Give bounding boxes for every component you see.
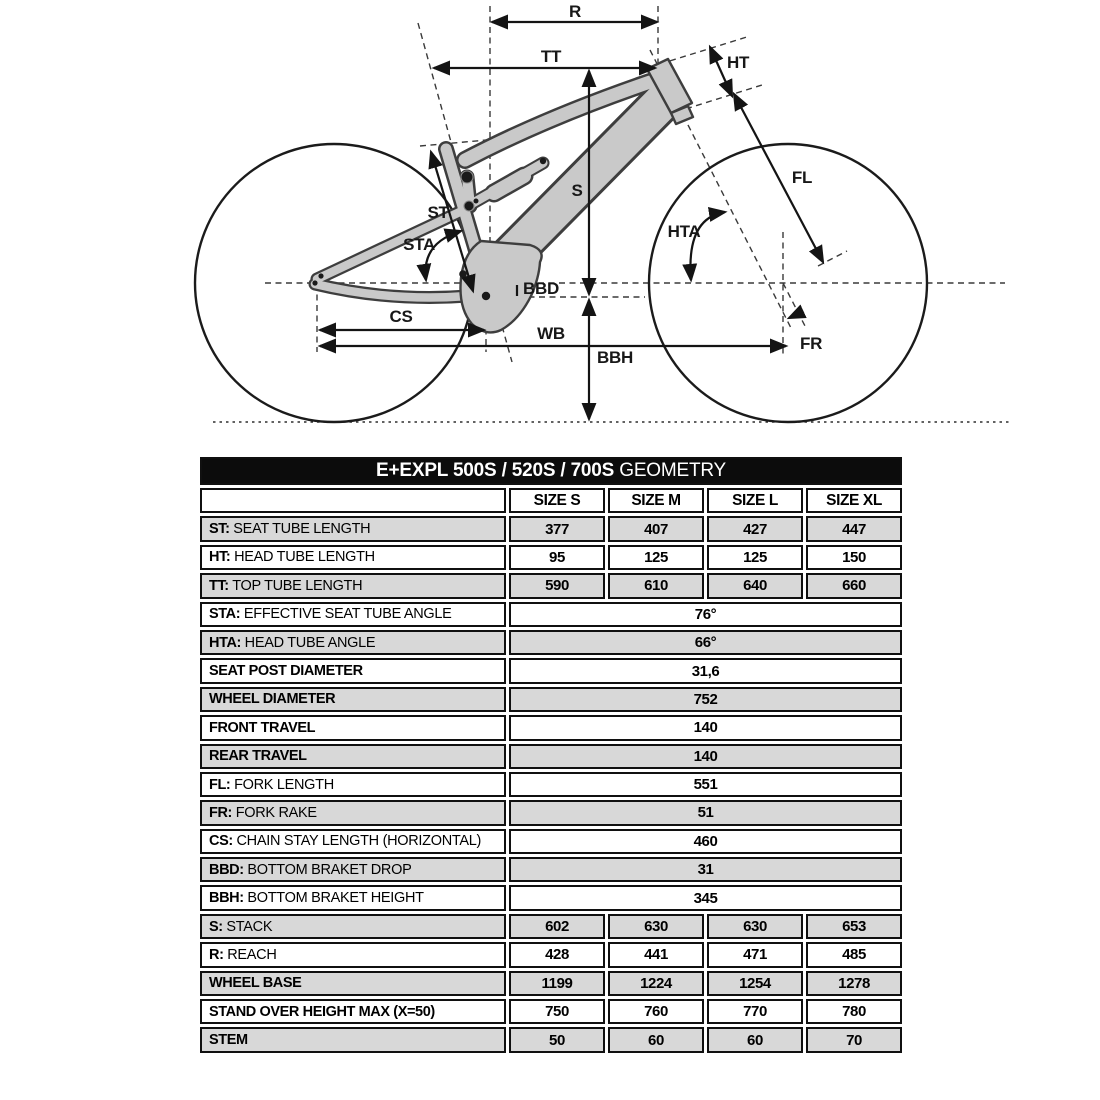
row-value: 51 (509, 800, 902, 825)
table-row (200, 999, 902, 1024)
geometry-table (197, 454, 905, 1056)
size-value: 150 (806, 545, 902, 570)
row-label: FRONT TRAVEL (200, 715, 506, 740)
size-value: 630 (707, 914, 803, 939)
row-label: WHEEL DIAMETER (200, 687, 506, 712)
table-row (200, 687, 902, 712)
size-value: 427 (707, 516, 803, 541)
geometry-table-body (200, 516, 902, 1052)
table-row (200, 516, 902, 541)
row-value: 31,6 (509, 658, 902, 683)
table-row (200, 829, 902, 854)
size-value: 660 (806, 573, 902, 598)
table-row (200, 971, 902, 996)
row-label: WHEEL BASE (200, 971, 506, 996)
table-title-row (200, 457, 902, 485)
size-value: 640 (707, 573, 803, 598)
size-l-header: SIZE L (707, 488, 803, 513)
pivot-small (474, 199, 479, 204)
head-tube-label: HT (726, 53, 750, 72)
table-title (200, 457, 902, 485)
row-label: TT: TOP TUBE LENGTH (200, 573, 506, 598)
row-value: 345 (509, 885, 902, 910)
row-label: SEAT POST DIAMETER (200, 658, 506, 683)
bike-geometry-diagram (0, 0, 1100, 450)
size-value: 1254 (707, 971, 803, 996)
row-label: S: STACK (200, 914, 506, 939)
size-value: 770 (707, 999, 803, 1024)
size-value: 630 (608, 914, 704, 939)
row-label: HTA: HEAD TUBE ANGLE (200, 630, 506, 655)
top-tube-label: TT (540, 47, 562, 66)
empty-header-cell (200, 488, 506, 513)
seat-tube-label: ST (427, 203, 449, 222)
size-s-header: SIZE S (509, 488, 605, 513)
table-row (200, 857, 902, 882)
size-value: 471 (707, 942, 803, 967)
shock-can (494, 176, 524, 193)
table-row (200, 772, 902, 797)
size-value: 428 (509, 942, 605, 967)
stack-label: S (571, 181, 583, 200)
rear-dropout-point-2 (318, 273, 323, 278)
row-value: 140 (509, 744, 902, 769)
bottom-bracket-point (482, 292, 490, 300)
rear-dropout-point (312, 280, 317, 285)
table-row (200, 630, 902, 655)
fork-length-label: FL (791, 168, 813, 187)
size-xl-header: SIZE XL (806, 488, 902, 513)
size-value: 750 (509, 999, 605, 1024)
size-value: 125 (608, 545, 704, 570)
table-row (200, 885, 902, 910)
size-value: 95 (509, 545, 605, 570)
table-row (200, 744, 902, 769)
size-value: 610 (608, 573, 704, 598)
size-value: 60 (707, 1027, 803, 1052)
size-value: 441 (608, 942, 704, 967)
row-label: BBH: BOTTOM BRAKET HEIGHT (200, 885, 506, 910)
table-row (200, 942, 902, 967)
size-value: 377 (509, 516, 605, 541)
row-value: 752 (509, 687, 902, 712)
reach-label: R (569, 2, 581, 21)
row-value: 551 (509, 772, 902, 797)
row-value: 66° (509, 630, 902, 655)
pivot-rocker (464, 201, 474, 211)
size-value: 50 (509, 1027, 605, 1052)
size-value: 780 (806, 999, 902, 1024)
row-label: CS: CHAIN STAY LENGTH (HORIZONTAL) (200, 829, 506, 854)
wheel-base-label: WB (537, 324, 565, 343)
head-tube-angle-label: HTA (667, 222, 701, 241)
chain-stay-label: CS (389, 307, 413, 326)
size-value: 485 (806, 942, 902, 967)
table-title-word: GEOMETRY (619, 460, 727, 481)
row-label: STA: EFFECTIVE SEAT TUBE ANGLE (200, 602, 506, 627)
size-value: 590 (509, 573, 605, 598)
size-value: 760 (608, 999, 704, 1024)
size-value: 1224 (608, 971, 704, 996)
table-row (200, 800, 902, 825)
row-label: HT: HEAD TUBE LENGTH (200, 545, 506, 570)
row-label: STEM (200, 1027, 506, 1052)
pivot-lower (459, 270, 467, 278)
frame (312, 59, 693, 332)
rake-parallel-line (783, 283, 805, 326)
row-label: STAND OVER HEIGHT MAX (X=50) (200, 999, 506, 1024)
row-label: R: REACH (200, 942, 506, 967)
row-value: 140 (509, 715, 902, 740)
size-value: 125 (707, 545, 803, 570)
row-value: 460 (509, 829, 902, 854)
bb-height-label: BBH (597, 348, 633, 367)
size-value: 447 (806, 516, 902, 541)
table-row (200, 658, 902, 683)
bb-drop-label: BBD (523, 279, 559, 298)
row-value: 76° (509, 602, 902, 627)
pivot-shock-mount (540, 158, 546, 164)
table-row (200, 602, 902, 627)
size-value: 1278 (806, 971, 902, 996)
size-value: 653 (806, 914, 902, 939)
fork-rake-label: FR (800, 334, 823, 353)
size-value: 70 (806, 1027, 902, 1052)
size-value: 1199 (509, 971, 605, 996)
size-value: 602 (509, 914, 605, 939)
table-row (200, 545, 902, 570)
row-label: REAR TRAVEL (200, 744, 506, 769)
seat-tube-angle-label: STA (403, 235, 435, 254)
row-label: BBD: BOTTOM BRAKET DROP (200, 857, 506, 882)
row-label: ST: SEAT TUBE LENGTH (200, 516, 506, 541)
size-value: 407 (608, 516, 704, 541)
row-label: FL: FORK LENGTH (200, 772, 506, 797)
size-header-row (200, 488, 902, 513)
table-row (200, 715, 902, 740)
size-value: 60 (608, 1027, 704, 1052)
pivot-upper (461, 171, 473, 183)
size-m-header: SIZE M (608, 488, 704, 513)
table-row (200, 914, 902, 939)
row-value: 31 (509, 857, 902, 882)
table-row (200, 1027, 902, 1052)
table-row (200, 573, 902, 598)
row-label: FR: FORK RAKE (200, 800, 506, 825)
table-title-models: E+EXPL 500S / 520S / 700S (376, 460, 615, 481)
